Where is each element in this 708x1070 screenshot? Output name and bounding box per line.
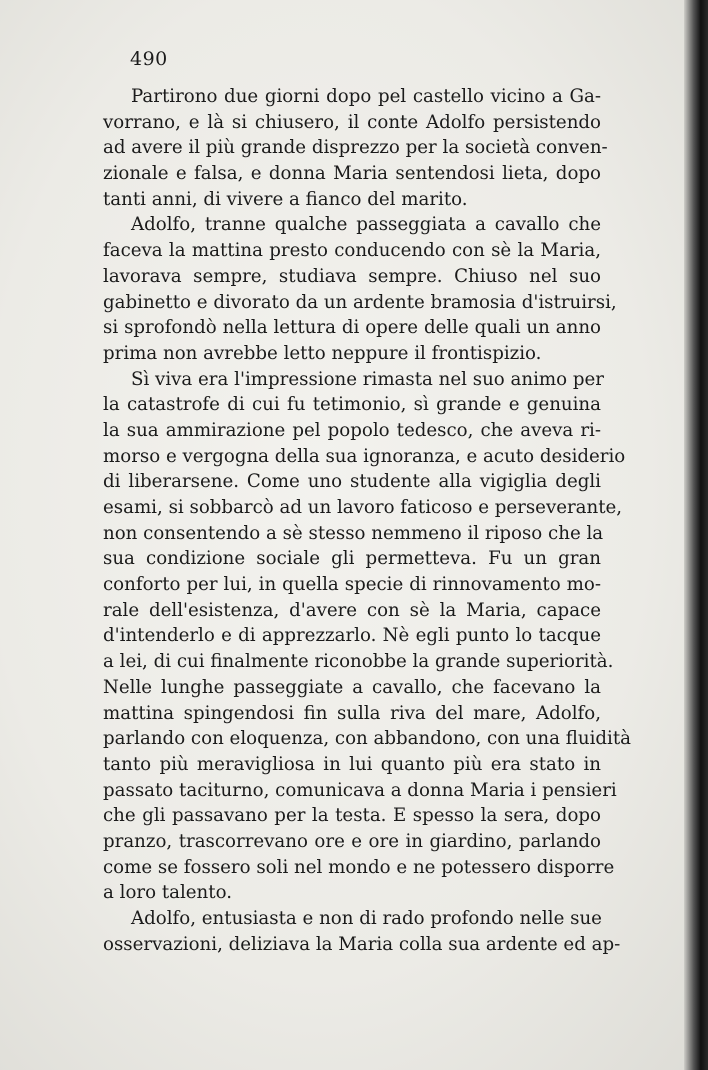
text-line: prima non avrebbe letto neppure il frontispizio.	[103, 342, 542, 364]
text-line: Adolfo, entusiasta e non di rado profondo nelle sue	[131, 908, 602, 929]
text-line: come se fossero soli nel mondo e ne potessero disporre	[103, 856, 615, 878]
page-number: 490	[130, 48, 168, 70]
text-line: vorrano, e là si chiusero, il conte Adolfo persistendo	[103, 111, 601, 133]
text-line: la catastrofe di cui fu tetimonio, sì grande e genuina	[103, 394, 601, 416]
text-line: di liberarsene. Come uno studente alla vigiglia degli	[103, 471, 601, 493]
text-line: d'intenderlo e di apprezzarlo. Nè egli punto lo tacque	[103, 625, 601, 647]
text-line: Partirono due giorni dopo pel castello vicino a Ga-	[131, 86, 601, 107]
text-line: non consentendo a sè stesso nemmeno il riposo che la	[103, 522, 604, 544]
text-line: tanto più meravigliosa in lui quanto più era stato in	[103, 753, 601, 775]
text-line: morso e vergogna della sua ignoranza, e acuto desiderio	[103, 445, 626, 467]
text-line: ad avere il più grande disprezzo per la società conven-	[103, 137, 608, 159]
book-spine-shadow	[684, 0, 708, 1070]
text-line: si sprofondò nella lettura di opere delle quali un anno	[103, 317, 601, 339]
text-line: rale dell'esistenza, d'avere con sè la Maria, capace	[103, 599, 601, 621]
text-line: a lei, di cui finalmente riconobbe la grande superiorità.	[103, 651, 614, 673]
body-text	[103, 84, 631, 957]
text-line: parlando con eloquenza, con abbandono, con una fluidità	[103, 728, 631, 750]
text-line: Sì viva era l'impressione rimasta nel suo animo per	[131, 368, 604, 390]
text-line: pranzo, trascorrevano ore e ore in giardino, parlando	[103, 830, 601, 852]
text-line: osservazioni, deliziava la Maria colla sua ardente ed ap-	[103, 933, 621, 955]
text-line: passato taciturno, comunicava a donna Maria i pensieri	[103, 779, 617, 801]
text-line: lavorava sempre, studiava sempre. Chiuso nel suo	[103, 265, 601, 287]
text-line: tanti anni, di vivere a fianco del marito.	[103, 188, 468, 210]
text-line: esami, si sobbarcò ad un lavoro faticoso e perseverante,	[103, 497, 623, 518]
text-line: a loro talento.	[103, 882, 232, 904]
text-line: faceva la mattina presto conducendo con sè la Maria,	[103, 240, 601, 262]
text-line: la sua ammirazione pel popolo tedesco, che aveva ri-	[103, 419, 601, 441]
text-line: Nelle lunghe passeggiate a cavallo, che facevano la	[103, 676, 601, 698]
text-line: mattina spingendosi fin sulla riva del mare, Adolfo,	[103, 702, 601, 724]
text-line: conforto per lui, in quella specie di rinnovamento mo-	[103, 574, 601, 596]
text-line: zionale e falsa, e donna Maria sentendosi lieta, dopo	[103, 163, 601, 185]
text-line: Adolfo, tranne qualche passeggiata a cavallo che	[131, 214, 601, 236]
text-line: sua condizione sociale gli permetteva. Fu un gran	[103, 548, 601, 570]
text-line: che gli passavano per la testa. E spesso la sera, dopo	[103, 805, 601, 827]
text-line: gabinetto e divorato da un ardente bramosia d'istruirsi,	[103, 291, 617, 313]
